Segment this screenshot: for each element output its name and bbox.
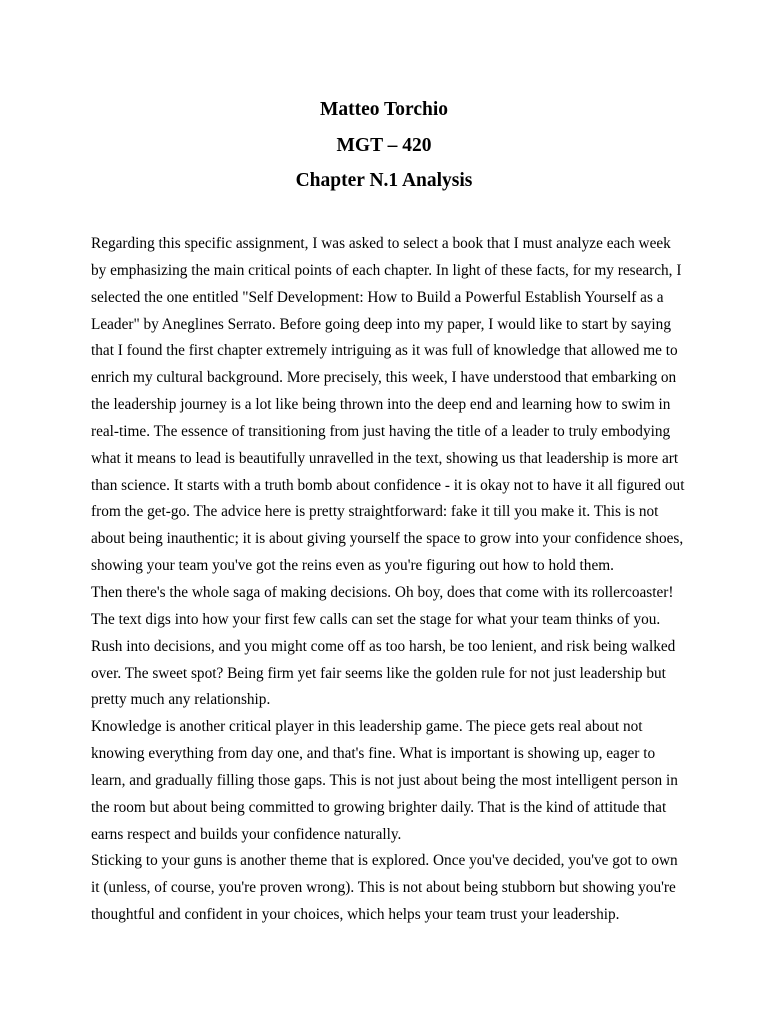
author-name: Matteo Torchio: [319, 99, 448, 120]
body-line: about being inauthentic; it is about giving yourself the space to grow into your confidence shoes,: [91, 530, 684, 548]
body-line: enrich my cultural background. More precisely, this week, I have understood that embarking on: [91, 369, 677, 387]
body-line: thoughtful and confident in your choices, which helps your team trust your leadership.: [91, 906, 620, 924]
body-line: what it means to lead is beautifully unravelled in the text, showing us that leadership is more art: [91, 449, 679, 467]
body-line: Rush into decisions, and you might come off as too harsh, be too lenient, and risk being walked: [91, 637, 676, 655]
body-line: by emphasizing the main critical points of each chapter. In light of these facts, for my research, I: [91, 261, 682, 279]
body-line: over. The sweet spot? Being firm yet fair seems like the golden rule for not just leadership but: [91, 664, 666, 682]
body-line: Leader" by Aneglines Serrato. Before going deep into my paper, I would like to start by saying: [91, 315, 671, 333]
body-line: from the get-go. The advice here is pretty straightforward: fake it till you make it. This is not: [91, 503, 659, 521]
body-line: showing your team you've got the reins even as you're figuring out how to hold them.: [91, 557, 614, 575]
document-title: Chapter N.1 Analysis: [295, 170, 473, 191]
body-line: The text digs into how your first few calls can set the stage for what your team thinks of you.: [91, 610, 661, 628]
body-line: it (unless, of course, you're proven wrong). This is not about being stubborn but showing you're: [91, 879, 676, 897]
body-line: knowing everything from day one, and that's fine. What is important is showing up, eager to: [91, 745, 656, 763]
body-line: earns respect and builds your confidence naturally.: [91, 825, 402, 843]
body-line: the leadership journey is a lot like being thrown into the deep end and learning how to swim in: [91, 396, 671, 414]
body-line: Then there's the whole saga of making decisions. Oh boy, does that come with its rollercoaster!: [91, 583, 674, 601]
document-header: [0, 92, 768, 199]
document-body: [91, 231, 685, 929]
body-line: than science. It starts with a truth bomb about confidence - it is okay not to have it all figured out: [91, 476, 685, 494]
body-line: the room but about being committed to growing brighter daily. That is the kind of attitude that: [91, 798, 667, 816]
course-code: MGT – 420: [336, 134, 432, 156]
body-line: that I found the first chapter extremely intriguing as it was full of knowledge that allowed me to: [91, 342, 678, 360]
body-line: learn, and gradually filling those gaps. This is not just about being the most intelligent person in: [91, 771, 678, 789]
body-line: pretty much any relationship.: [91, 691, 271, 709]
body-line: Regarding this specific assignment, I was asked to select a book that I must analyze each week: [91, 235, 671, 252]
body-line: Knowledge is another critical player in this leadership game. The piece gets real about not: [91, 718, 643, 736]
body-line: real-time. The essence of transitioning from just having the title of a leader to truly embodying: [91, 422, 671, 440]
body-line: Sticking to your guns is another theme that is explored. Once you've decided, you've got to own: [91, 852, 678, 870]
body-line: selected the one entitled "Self Development: How to Build a Powerful Establish Yourself as a: [91, 288, 664, 306]
